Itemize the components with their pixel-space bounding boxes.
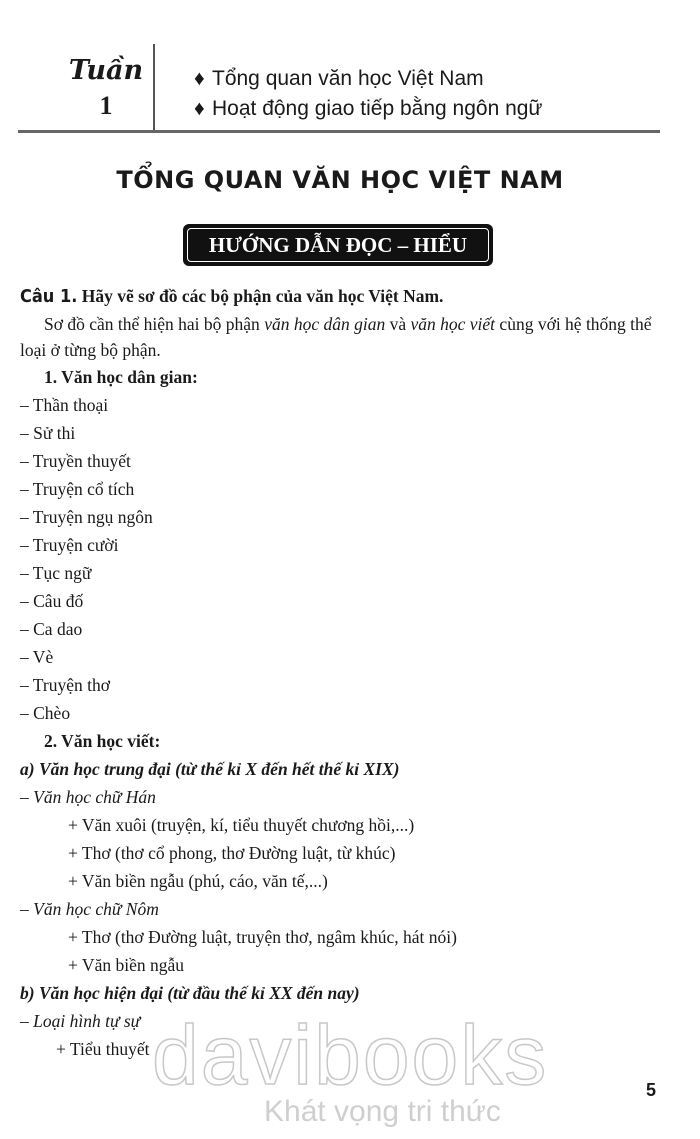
header-divider-horizontal [18,130,660,133]
nom-label: – Văn học chữ Nôm [20,899,159,919]
list-item: – Truyện thơ [20,675,110,695]
page-title: TỔNG QUAN VĂN HỌC VIỆT NAM [116,166,564,194]
chapter-header [18,44,660,134]
list-item: + Thơ (thơ cổ phong, thơ Đường luật, từ khúc) [68,843,396,863]
list-item: – Tục ngữ [20,563,92,583]
intro-paragraph [20,311,660,363]
intro-text: cùng với hệ thống thể loại ở từng bộ phận. [20,314,652,360]
folk-list [20,391,660,727]
narrative-label: – Loại hình tự sự [20,1011,141,1031]
header-divider-vertical [153,44,155,130]
topic-list [194,64,543,124]
page-number: 5 [646,1080,657,1100]
folk-heading: 1. Văn học dân gian: [44,367,198,387]
diamond-bullet-icon: ♦ [194,67,205,90]
week-number: 1 [99,91,113,120]
watermark-brand: davibooks [152,1008,549,1102]
page-content [20,282,660,1063]
list-item: – Thần thoại [20,395,109,415]
list-item: – Ca dao [20,619,83,639]
modern-heading: b) Văn học hiện đại (từ đầu thế kỉ XX đến nay) [20,983,360,1003]
list-item: – Truyện cổ tích [20,479,135,499]
list-item: + Văn biền ngẫu (phú, cáo, văn tế,...) [68,871,328,891]
list-item: – Truyện cười [20,535,119,555]
list-item: + Văn xuôi (truyện, kí, tiểu thuyết chương hồi,...) [68,815,415,835]
section-badge [183,224,493,266]
list-item: – Chèo [20,703,71,723]
week-label [58,56,154,126]
list-item: + Tiểu thuyết [56,1039,150,1059]
question-label: Câu 1. [20,286,78,307]
topic-item [194,94,543,124]
medieval-heading: a) Văn học trung đại (từ thế kỉ X đến hết thế kỉ XIX) [20,759,400,779]
question [20,282,660,311]
diamond-bullet-icon: ♦ [194,97,205,120]
list-item: + Văn biền ngẫu [68,955,184,975]
intro-text: Sơ đồ cần thể hiện hai bộ phận [44,314,265,334]
question-text: Hãy vẽ sơ đồ các bộ phận của văn học Việt Nam. [81,286,444,306]
han-label: – Văn học chữ Hán [20,787,156,807]
written-heading: 2. Văn học viết: [44,731,161,751]
list-item: – Truyền thuyết [20,451,131,471]
section-badge-label: HƯỚNG DẪN ĐỌC – HIỂU [187,228,489,262]
intro-emphasis: văn học viết [410,314,496,334]
topic-text: Tổng quan văn học Việt Nam [212,67,484,90]
list-item: – Vè [20,647,54,667]
list-item: – Câu đố [20,591,84,611]
topic-text: Hoạt động giao tiếp bằng ngôn ngữ [212,97,543,120]
list-item: + Thơ (thơ Đường luật, truyện thơ, ngâm khúc, hát nói) [68,927,457,947]
week-word: Tuần [68,55,144,86]
intro-emphasis: văn học dân gian [264,314,386,334]
watermark-tagline: Khát vọng tri thức [264,1095,501,1128]
list-item: – Sử thi [20,423,76,443]
intro-text: và [385,314,411,334]
list-item: – Truyện ngụ ngôn [20,507,153,527]
topic-item [194,64,543,94]
